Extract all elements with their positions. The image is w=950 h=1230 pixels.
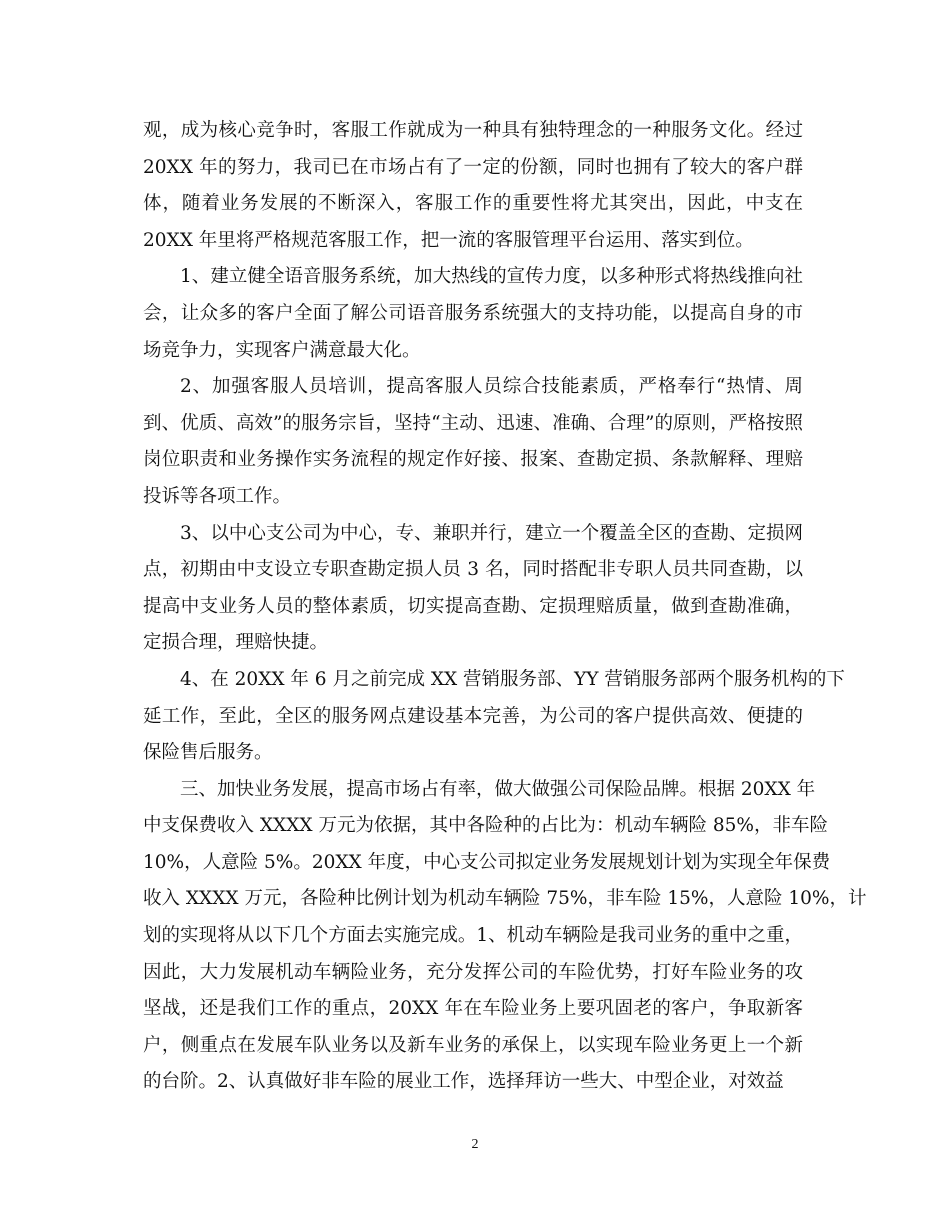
text-line: 观，成为核心竞争时，客服工作就成为一种具有独特理念的一种服务文化。经过: [143, 120, 803, 141]
paragraph: [143, 369, 803, 515]
text-line: 坚战，还是我们工作的重点，20XX 年在车险业务上要巩固老的客户，争取新客: [143, 998, 803, 1020]
text-line: 3、以中心支公司为中心，专、兼职并行，建立一个覆盖全区的查勘、定损网: [180, 522, 803, 544]
text-line: 体，随着业务发展的不断深入，客服工作的重要性将尤其突出，因此，中支在: [143, 193, 803, 215]
text-line: 岗位职责和业务操作实务流程的规定作好接、报案、查勘定损、条款解释、理赔: [143, 449, 803, 471]
text-line: 10%，人意险 5%。20XX 年度，中心支公司拟定业务发展规划计划为实现全年保费: [143, 851, 831, 873]
paragraph: [143, 259, 803, 369]
text-line: 提高中支业务人员的整体素质，切实提高查勘、定损理赔质量，做到查勘准确，: [143, 595, 803, 617]
text-line: 定损合理，理赔快捷。: [143, 632, 329, 654]
paragraph: [143, 516, 803, 662]
text-line: 户，侧重点在发展车队业务以及新车业务的承保上，以实现车险业务更上一个新: [143, 1034, 803, 1056]
document-body: [143, 113, 867, 1101]
text-line: 点，初期由中支设立专职查勘定损人员 3 名，同时搭配非专职人员共同查勘，以: [143, 559, 803, 581]
text-line: 保险售后服务。: [143, 742, 273, 764]
text-line: 1、建立健全语音服务系统，加大热线的宣传力度，以多种形式将热线推向社: [180, 266, 803, 288]
text-line: 投诉等各项工作。: [143, 485, 292, 507]
text-line: 场竞争力，实现客户满意最大化。: [143, 339, 421, 361]
page-number: 2: [471, 1137, 479, 1152]
text-line: 会，让众多的客户全面了解公司语音服务系统强大的支持功能，以提高自身的市: [143, 302, 803, 324]
text-line: 因此，大力发展机动车辆险业务，充分发挥公司的车险优势，打好车险业务的攻: [143, 961, 803, 983]
text-line: 的台阶。2、认真做好非车险的展业工作，选择拜访一些大、中型企业，对效益: [143, 1071, 784, 1093]
text-line: 延工作，至此，全区的服务网点建设基本完善，为公司的客户提供高效、便捷的: [143, 705, 803, 727]
text-line: 20XX 年里将严格规范客服工作，把一流的客服管理平台运用、落实到位。: [143, 229, 754, 251]
paragraph: [143, 662, 845, 772]
text-line: 到、优质、高效”的服务宗旨，坚持“主动、迅速、准确、合理”的原则，严格按照: [143, 412, 803, 434]
text-line: 划的实现将从以下几个方面去实施完成。1、机动车辆险是我司业务的重中之重，: [143, 925, 803, 947]
text-line: 中支保费收入 XXXX 万元为依据，其中各险种的占比为：机动车辆险 85%，非车险: [143, 815, 828, 837]
text-line: 4、在 20XX 年 6 月之前完成 XX 营销服务部、YY 营销服务部两个服务机构的下: [180, 668, 845, 690]
text-line: 收入 XXXX 万元，各险种比例计划为机动车辆险 75%，非车险 15%，人意险 10%，计: [143, 888, 867, 910]
text-line: 20XX 年的努力，我司已在市场占有了一定的份额，同时也拥有了较大的客户群: [143, 156, 803, 178]
text-line: 三、加快业务发展，提高市场占有率，做大做强公司保险品牌。根据 20XX 年: [180, 778, 816, 800]
paragraph: [143, 113, 803, 259]
text-line: 2、加强客服人员培训，提高客服人员综合技能素质，严格奉行“热情、周: [180, 376, 803, 398]
paragraph: [143, 772, 867, 1101]
